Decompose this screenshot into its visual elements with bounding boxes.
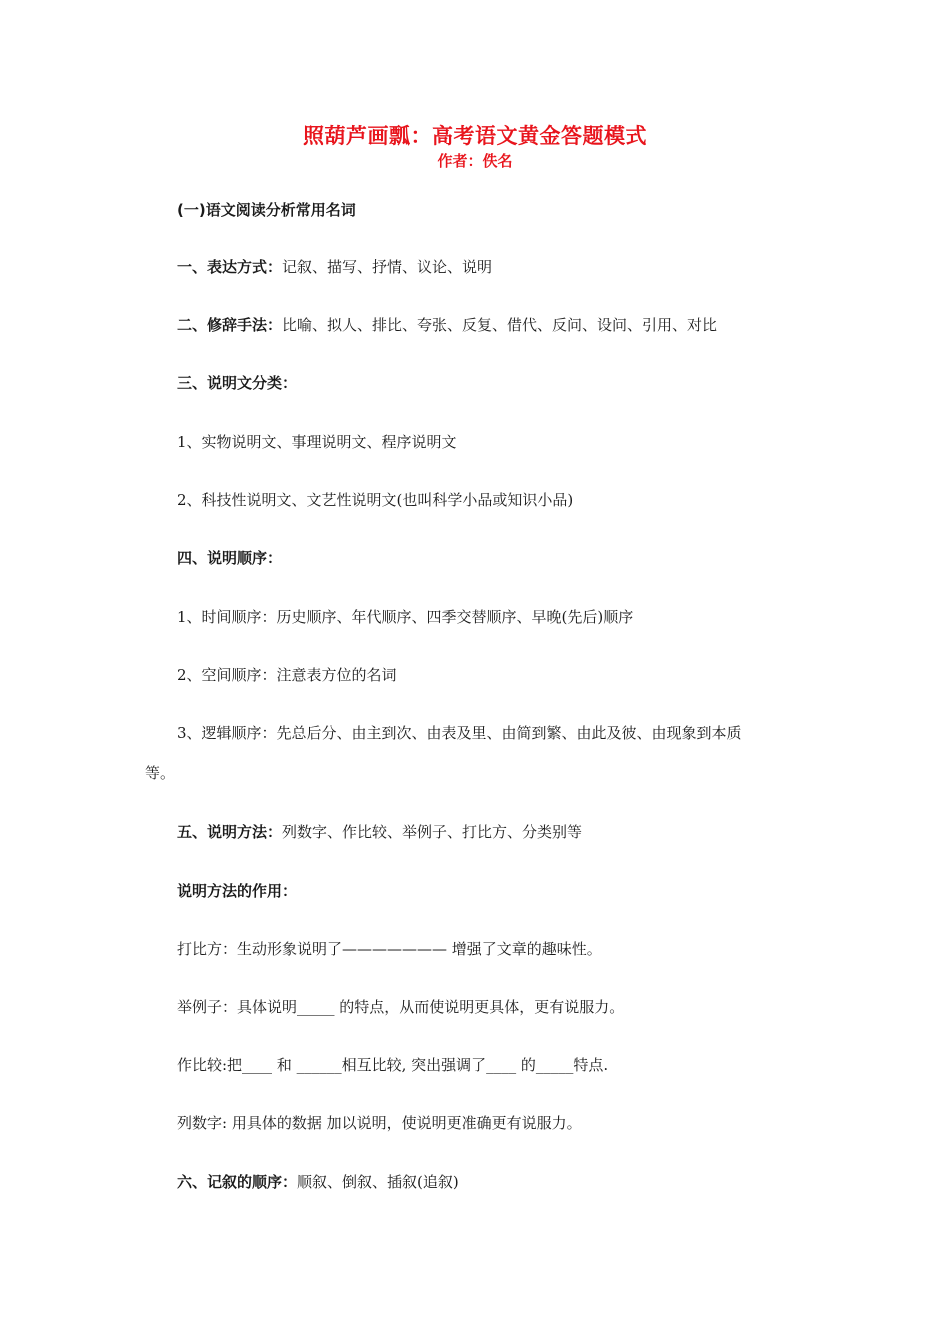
paragraph-label: 四、说明顺序： [177,549,283,567]
paragraph-text: 记叙、描写、抒情、议论、说明 [282,258,493,276]
paragraph-label: 六、记叙的顺序： [177,1173,298,1191]
paragraph-expository-types [177,372,297,394]
document-title: 照葫芦画瓢：高考语文黄金答题模式 [303,124,647,148]
paragraph-label: 五、说明方法： [177,823,283,841]
subsection-heading: 说明方法的作用： [177,882,298,900]
paragraph-expression-modes [177,256,492,278]
paragraph-text: 顺叙、倒叙、插叙(追叙) [297,1173,459,1191]
paragraph-text-line-continued: 等。 [145,764,176,782]
paragraph-label: 一、表达方式： [177,258,283,276]
paragraph-narrative-order [177,1171,459,1193]
section-heading: (一)语文阅读分析常用名词 [177,201,356,219]
paragraph-text: 列数字、作比较、举例子、打比方、分类别等 [282,823,583,841]
paragraph-text-line: 1、实物说明文、事理说明文、程序说明文 [177,433,457,451]
paragraph-rhetoric [177,314,717,336]
paragraph-label: 二、修辞手法： [177,316,283,334]
paragraph-text: 比喻、拟人、排比、夸张、反复、借代、反问、设问、引用、对比 [282,316,718,334]
paragraph-text-line: 举例子：具体说明_____ 的特点，从而使说明更具体，更有说服力。 [177,998,625,1016]
paragraph-text-line: 打比方：生动形象说明了——————— 增强了文章的趣味性。 [177,940,602,958]
paragraph-text-line: 3、逻辑顺序：先总后分、由主到次、由表及里、由简到繁、由此及彼、由现象到本质 [177,724,742,742]
paragraph-expository-methods [177,821,582,843]
paragraph-text-line: 2、空间顺序：注意表方位的名词 [177,666,397,684]
paragraph-label: 三、说明文分类： [177,374,298,392]
document-author: 作者：佚名 [437,152,513,170]
paragraph-expository-order [177,547,282,569]
paragraph-text-line: 作比较:把____ 和 ______相互比较, 突出强调了____ 的_____特点. [177,1056,609,1074]
paragraph-text-line: 1、时间顺序：历史顺序、年代顺序、四季交替顺序、早晚(先后)顺序 [177,608,634,626]
paragraph-text-line: 列数字: 用具体的数据 加以说明，使说明更准确更有说服力。 [177,1114,582,1132]
paragraph-text-line: 2、科技性说明文、文艺性说明文(也叫科学小品或知识小品) [177,491,574,509]
